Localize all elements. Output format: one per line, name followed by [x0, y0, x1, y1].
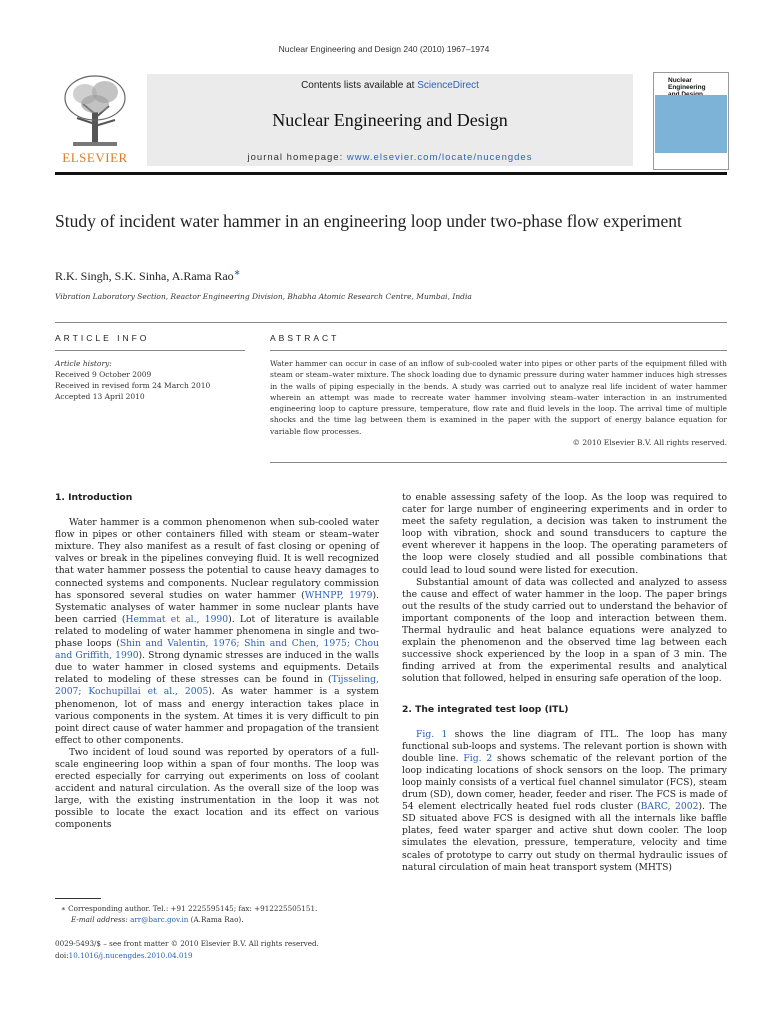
abstract-copyright: © 2010 Elsevier B.V. All rights reserved.	[572, 438, 727, 448]
ref-fig-1[interactable]: Fig. 1	[416, 728, 448, 740]
contents-prefix: Contents lists available at	[301, 80, 418, 91]
intro-paragraph-1	[55, 517, 379, 747]
email-label: E-mail address:	[71, 915, 131, 924]
publisher-name: ELSEVIER	[62, 150, 128, 165]
doi-link[interactable]: 10.1016/j.nucengdes.2010.04.019	[68, 950, 193, 960]
publisher-logo	[55, 72, 135, 168]
authors-text: R.K. Singh, S.K. Sinha, A.Rama Rao	[55, 269, 234, 283]
abstract-end-divider	[270, 462, 727, 463]
footnote-email-line	[55, 914, 385, 925]
itl-paragraph-1	[402, 729, 727, 874]
p5-text-c: ). The SD situated above FCS is designed with all the internals like baffle plates, feed water sparger and active shut down cooler. The loop simulates the elevation, pressure, temperature, velocity and time scales of prototype to carry out study on thermal hydraulic issues of natural circulation of main heat transport system (MHTS)	[402, 801, 727, 873]
email-suffix: (A.Rama Rao).	[188, 915, 244, 924]
doi-label: doi:	[55, 950, 69, 960]
abstract-heading: ABSTRACT	[270, 333, 340, 343]
sciencedirect-link[interactable]: ScienceDirect	[417, 80, 479, 91]
left-column	[55, 492, 379, 832]
intro-paragraph-4: Substantial amount of data was collected and analyzed to assess the cause and effect of water hammer in the loop. The paper brings out the results of the study carried out to understand the behavior of important components of the loop and interaction between them. Thermal hydraulic and heat balance equations were analyzed to explain the phenomenon and the observed time lag between each successive shock experienced by the loop in a span of 3 min. The finding arrived at from the experimental results and analytical solution that followed, helped in ensuring safe operation of the loop.	[402, 576, 727, 685]
footnote-contact: ∗ Corresponding author. Tel.: +91 2225595145; fax: +912225505151.	[61, 904, 318, 913]
email-link[interactable]: arr@barc.gov.in	[130, 915, 189, 924]
header-divider	[55, 322, 727, 323]
issn-line: 0029-5493/$ – see front matter © 2010 Elsevier B.V. All rights reserved.	[55, 939, 319, 948]
p1-text-e: ). As water hammer is a system phenomenon, lot of mass and energy interaction takes place in various components in the system. At times it is very difficult to pin point direct cause of water hammer and propagation of the transient effect to other components.	[55, 686, 379, 746]
history-label: Article history:	[55, 359, 112, 368]
ref-hemmat[interactable]: Hemmat et al., 1990	[125, 613, 229, 625]
article-info-heading: ARTICLE INFO	[55, 333, 150, 343]
intro-paragraph-2: Two incident of loud sound was reported by operators of a full-scale engineering loop within a span of four months. The loop was erected especially for carrying out experiments on loss of coolant accident and natural circulation. As the overall size of the loop was large, with the existing instrumentation in the loop it was not possible to locate the exact location and its effect on various components	[55, 746, 379, 831]
p5-text-b: shows schematic of the relevant portion of the loop indicating locations of shock sensors on the loop. The primary loop mainly consists of a vertical fuel channel simulator (FCS), steam drum (SD), down comer, header, feeder and riser. The FCS is made of 54 element electrically heated fuel rods cluster (	[402, 752, 727, 813]
author-list	[55, 268, 240, 284]
journal-band	[147, 74, 633, 166]
article-metadata	[55, 938, 319, 961]
contents-line	[147, 80, 633, 91]
received-date: Received 9 October 2009	[55, 370, 152, 379]
footnote-rule	[55, 898, 101, 899]
intro-paragraph-3: to enable assessing safety of the loop. As the loop was required to cater for large number of engineering experiments and in order to meet the safety regulation, a decision was taken to instrument the loop with vibration, shock and sound transducers to capture the event wherever it happens in the loop. The operating parameters of the loop were closely studied and all possible combinations that could lead to loud sound were listed for execution.	[402, 492, 727, 576]
homepage-line	[147, 152, 633, 163]
right-column	[402, 492, 727, 874]
article-history	[55, 358, 245, 402]
elsevier-tree-icon	[63, 74, 127, 148]
masthead-rule	[55, 172, 727, 175]
p1-text-c: ). Lot of literature is available related to modeling of water hammer phenomena in single and two-phase loops (	[55, 613, 379, 650]
section-2-heading: 2. The integrated test loop (ITL)	[402, 703, 569, 715]
cover-title-line1: Nuclear Engineering	[668, 77, 706, 91]
ref-tijsseling[interactable]: Tijsseling, 2007; Kochupillai et al., 2005	[55, 674, 379, 698]
article-title: Study of incident water hammer in an engineering loop under two-phase flow experiment	[55, 211, 682, 231]
doi-line	[55, 950, 319, 962]
corresponding-author-footnote	[55, 903, 385, 925]
cover-image	[655, 95, 727, 153]
abstract-text	[270, 358, 727, 448]
p1-text-a: Water hammer is a common phenomenon when sub-cooled water flow in pipes or other containers filled with steam or steam–water mixture. They also manifest as a result of fast closing or opening of valves or break in the pipelines conveying fluid. It is well recognized that water hammer possess the potential to cause heavy damages to connected systems and components. Nuclear regulatory commission has sponsored several studies on water hammer (	[55, 517, 379, 601]
journal-cover-thumbnail	[653, 72, 729, 170]
corresponding-author-mark[interactable]: ∗	[233, 268, 241, 277]
running-header: Nuclear Engineering and Design 240 (2010) 1967–1974	[278, 44, 490, 54]
accepted-date: Accepted 13 April 2010	[55, 392, 145, 401]
revised-date: Received in revised form 24 March 2010	[55, 381, 211, 390]
section-1-heading: 1. Introduction	[55, 492, 133, 503]
homepage-link[interactable]: www.elsevier.com/locate/nucengdes	[346, 152, 533, 163]
abstract-paragraph: Water hammer can occur in case of an inflow of sub-cooled water into pipes or other parts of the equipment filled with steam or steam–water mixture. The shock loading due to dynamic pressure during water hammer induces high stresses in the walls of piping especially in the bends. A study was carried out to analyze real life incident of water hammer wherein an attempt was made to recreate water hammer involving steam–water interaction in an instrumented engineering loop to capture pressure, temperature, flow rate and fluid levels in the loop. The arrival time of multiple shocks and the time lag between them is examined in the paper with the support of energy balance equation for variable flow processes.	[270, 359, 727, 436]
journal-title: Nuclear Engineering and Design	[272, 110, 508, 130]
ref-fig-2[interactable]: Fig. 2	[463, 752, 493, 764]
p1-text-d: ). Strong dynamic stresses are induced in the walls due to water hammer in closed systems and equipments. Details related to modeling of these stresses can be found in (	[55, 650, 379, 686]
abstract-divider	[270, 350, 727, 351]
p5-text-a: shows the line diagram of ITL. The loop has many functional sub-loops and systems. The relevant portion is shown with double line.	[402, 728, 727, 764]
ref-shin[interactable]: Shin and Valentin, 1976; Shin and Chen, 1975; Chou and Griffith, 1990	[55, 638, 380, 662]
homepage-prefix: journal homepage:	[247, 152, 347, 163]
info-divider	[55, 350, 245, 351]
p1-text-b: ). Systematic analyses of water hammer in some nuclear plants have been carried (	[55, 589, 380, 625]
journal-masthead	[55, 72, 727, 172]
affiliation: Vibration Laboratory Section, Reactor Engineering Division, Bhabha Atomic Research Centre, Mumbai, India	[55, 292, 472, 301]
ref-barc[interactable]: BARC, 2002	[640, 801, 699, 813]
ref-whnpp[interactable]: WHNPP, 1979	[304, 589, 373, 601]
